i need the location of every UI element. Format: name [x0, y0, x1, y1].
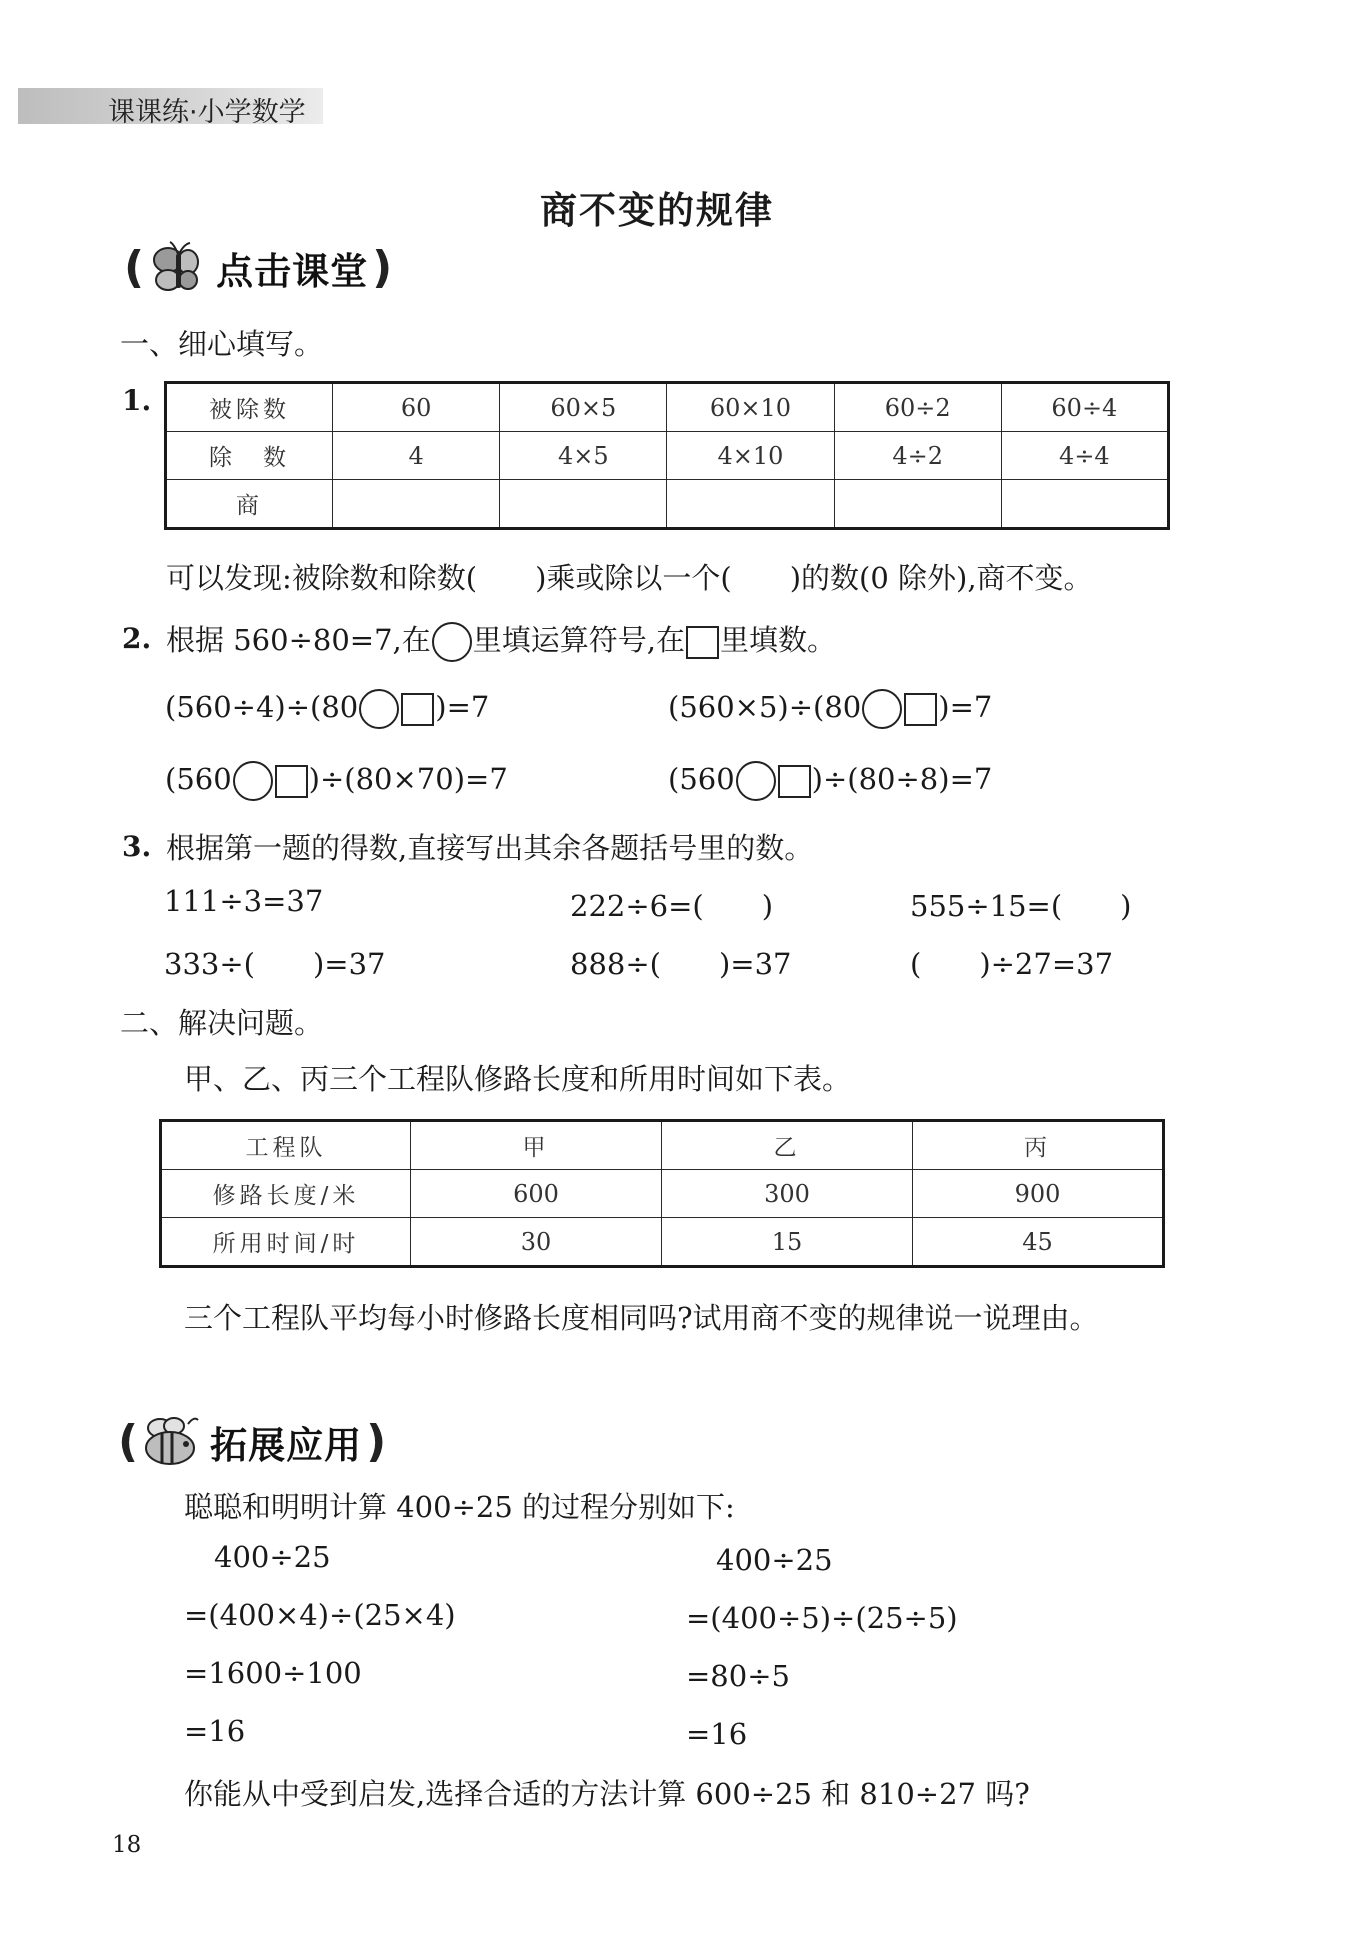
- table-cell: 4÷4: [1001, 432, 1168, 480]
- equation-text: (560: [165, 762, 232, 796]
- table-cell: 60×5: [500, 383, 667, 432]
- table-cell: 4: [333, 432, 500, 480]
- q2-intro-text: 里填数。: [719, 623, 836, 657]
- part2-heading: 二、解决问题。: [120, 1006, 324, 1040]
- q3-item: 111÷3=37: [164, 884, 324, 918]
- question-number: 1.: [122, 384, 152, 417]
- extension-question: 你能从中受到启发,选择合适的方法计算 600÷25 和 810÷27 吗?: [184, 1777, 1030, 1811]
- table-cell: 4×10: [667, 432, 834, 480]
- page-number: 18: [112, 1832, 142, 1858]
- answer-cell[interactable]: [834, 480, 1001, 529]
- table-cell: 45: [913, 1218, 1164, 1267]
- banner-label: 点击课堂: [216, 250, 369, 293]
- equation-text: (560÷4)÷(80: [165, 690, 359, 724]
- q3-item[interactable]: 888÷( )=37: [570, 947, 792, 981]
- table-cell: 60: [333, 383, 500, 432]
- operator-circle-blank[interactable]: [233, 761, 273, 801]
- page-title: 商不变的规律: [540, 189, 774, 232]
- engineering-team-table: [159, 1119, 1165, 1268]
- table-header-cell: 丙: [913, 1121, 1164, 1170]
- calc-step-left: 400÷25: [214, 1540, 331, 1574]
- banner-right-bracket-icon: ): [366, 1416, 387, 1467]
- series-title: 课课练·小学数学: [108, 97, 306, 128]
- equation-text: )÷(80×70)=7: [308, 762, 508, 796]
- quotient-table: [164, 381, 1170, 530]
- answer-cell[interactable]: [1001, 480, 1168, 529]
- operator-circle-blank[interactable]: [736, 761, 776, 801]
- table-header-cell: 除 数: [166, 432, 333, 480]
- table-cell: 4÷2: [834, 432, 1001, 480]
- butterfly-icon: [144, 240, 210, 296]
- calc-step-left: =16: [184, 1714, 246, 1748]
- table-cell: 4×5: [500, 432, 667, 480]
- q2-intro-text: 根据 560÷80=7,在: [166, 623, 431, 657]
- equation-text: )=7: [435, 690, 490, 724]
- number-square-blank[interactable]: [904, 693, 937, 726]
- answer-cell[interactable]: [333, 480, 500, 529]
- table-header-cell: 乙: [662, 1121, 913, 1170]
- table-row: [166, 480, 1169, 529]
- number-square-blank[interactable]: [401, 693, 434, 726]
- table-header-cell: 工程队: [161, 1121, 411, 1170]
- section-banner-extension: [118, 1414, 386, 1470]
- q2-intro: [166, 618, 836, 662]
- table-row: [166, 432, 1169, 480]
- q2-equation: [668, 689, 992, 729]
- answer-cell[interactable]: [667, 480, 834, 529]
- table-header-cell: 被除数: [166, 383, 333, 432]
- circle-blank-icon: [432, 622, 472, 662]
- q2-equation: [165, 761, 508, 801]
- extension-intro: 聪聪和明明计算 400÷25 的过程分别如下:: [184, 1490, 735, 1524]
- table-header-cell: 甲: [411, 1121, 662, 1170]
- calc-step-right: =(400÷5)÷(25÷5): [686, 1601, 958, 1635]
- answer-cell[interactable]: [500, 480, 667, 529]
- table-cell: 60÷2: [834, 383, 1001, 432]
- q3-intro: 根据第一题的得数,直接写出其余各题括号里的数。: [166, 831, 814, 865]
- q3-item[interactable]: 333÷( )=37: [164, 947, 386, 981]
- operator-circle-blank[interactable]: [862, 689, 902, 729]
- equation-text: )÷(80÷8)=7: [811, 762, 993, 796]
- table-cell: 900: [913, 1170, 1164, 1218]
- question-number: 3.: [122, 830, 152, 863]
- square-blank-icon: [686, 626, 719, 659]
- table-row: [161, 1218, 1164, 1267]
- section-banner-classroom: [124, 240, 392, 296]
- question-number: 2.: [122, 622, 152, 655]
- number-square-blank[interactable]: [778, 765, 811, 798]
- table-cell: 60÷4: [1001, 383, 1168, 432]
- problem-intro: 甲、乙、丙三个工程队修路长度和所用时间如下表。: [184, 1062, 852, 1096]
- table-cell: 600: [411, 1170, 662, 1218]
- table-row: [161, 1170, 1164, 1218]
- table-header-cell: 所用时间/时: [161, 1218, 411, 1267]
- q3-item[interactable]: 555÷15=( ): [910, 889, 1132, 923]
- equation-text: (560: [668, 762, 735, 796]
- q2-intro-text: 里填运算符号,在: [472, 623, 685, 657]
- table-header-cell: 修路长度/米: [161, 1170, 411, 1218]
- part1-heading: 一、细心填写。: [120, 327, 324, 361]
- equation-text: )=7: [938, 690, 993, 724]
- banner-label: 拓展应用: [210, 1424, 363, 1467]
- banner-left-bracket-icon: (: [124, 242, 145, 293]
- table-row: [161, 1121, 1164, 1170]
- calc-step-left: =1600÷100: [184, 1656, 362, 1690]
- calc-step-left: =(400×4)÷(25×4): [184, 1598, 456, 1632]
- q2-equation: [668, 761, 992, 801]
- table-cell: 30: [411, 1218, 662, 1267]
- calc-step-right: =80÷5: [686, 1659, 790, 1693]
- table-header-cell: 商: [166, 480, 333, 529]
- table-cell: 15: [662, 1218, 913, 1267]
- number-square-blank[interactable]: [275, 765, 308, 798]
- q3-item[interactable]: 222÷6=( ): [570, 889, 774, 923]
- q2-equation: [165, 689, 489, 729]
- calc-step-right: 400÷25: [716, 1543, 833, 1577]
- calc-step-right: =16: [686, 1717, 748, 1751]
- q3-item[interactable]: ( )÷27=37: [910, 947, 1114, 981]
- table-cell: 60×10: [667, 383, 834, 432]
- operator-circle-blank[interactable]: [359, 689, 399, 729]
- q1-conclusion: 可以发现:被除数和除数( )乘或除以一个( )的数(0 除外),商不变。: [166, 561, 1093, 595]
- equation-text: (560×5)÷(80: [668, 690, 862, 724]
- bee-icon: [138, 1414, 204, 1470]
- problem-question: 三个工程队平均每小时修路长度相同吗?试用商不变的规律说一说理由。: [184, 1301, 1099, 1335]
- table-row: [166, 383, 1169, 432]
- banner-right-bracket-icon: ): [372, 242, 393, 293]
- table-cell: 300: [662, 1170, 913, 1218]
- banner-left-bracket-icon: (: [118, 1416, 139, 1467]
